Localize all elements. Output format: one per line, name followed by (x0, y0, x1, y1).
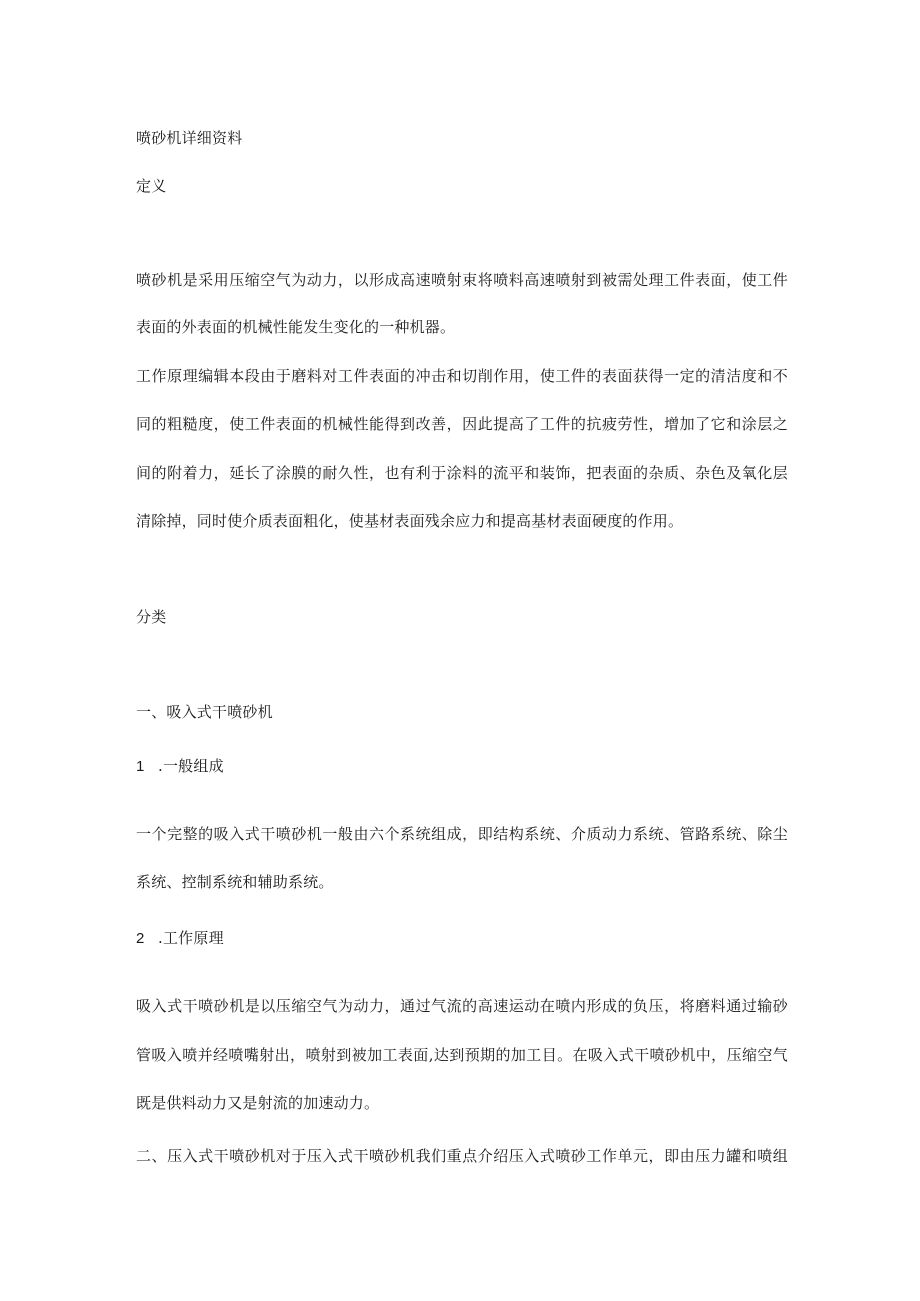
sub1-line: 系统、控制系统和辅助系统。 (136, 873, 334, 891)
definition-line: 喷砂机是采用压缩空气为动力，以形成高速喷射束将喷料高速喷射到被需处理工件表面，使工件 (136, 271, 788, 289)
sub2-line: 吸入式干喷砂机是以压缩空气为动力，通过气流的高速运动在喷内形成的负压，将磨料通过输砂 (136, 997, 788, 1015)
principle-line: 同的粗糙度，使工件表面的机械性能得到改善，因此提高了工件的抗疲劳性，增加了它和涂层之 (136, 415, 788, 433)
sub2-line: 既是供料动力又是射流的加速动力。 (136, 1094, 380, 1112)
sub2-label: .工作原理 (158, 929, 224, 947)
sub2-heading (136, 928, 788, 949)
principle-line: 清除掉，同时使介质表面粗化，使基材表面残余应力和提高基材表面硬度的作用。 (136, 512, 684, 530)
document-title: 喷砂机详细资料 (136, 129, 243, 147)
sub1-heading (136, 756, 788, 777)
sub1-number: 1 (136, 758, 145, 775)
principle-line: 间的附着力，延长了涂膜的耐久性，也有利于涂料的流平和装饰，把表面的杂质、杂色及氧化层 (136, 464, 788, 482)
sub2-line: 管吸入喷并经喷嘴射出，喷射到被加工表面,达到预期的加工目。在吸入式干喷砂机中，压缩空气 (136, 1046, 788, 1064)
section-heading-classification: 分类 (136, 608, 167, 626)
type2-line: 二、压入式干喷砂机对于压入式干喷砂机我们重点介绍压入式喷砂工作单元，即由压力罐和喷组 (136, 1147, 788, 1165)
sub1-line: 一个完整的吸入式干喷砂机一般由六个系统组成，即结构系统、介质动力系统、管路系统、除尘 (136, 825, 788, 843)
sub2-number: 2 (136, 930, 145, 947)
sub1-label: .一般组成 (158, 757, 224, 775)
definition-line: 表面的外表面的机械性能发生变化的一种机器。 (136, 318, 456, 336)
type1-heading: 一、吸入式干喷砂机 (136, 703, 273, 721)
section-heading-definition: 定义 (136, 177, 167, 195)
principle-line: 工作原理编辑本段由于磨料对工件表面的冲击和切削作用，使工件的表面获得一定的清洁度和不 (136, 367, 788, 385)
